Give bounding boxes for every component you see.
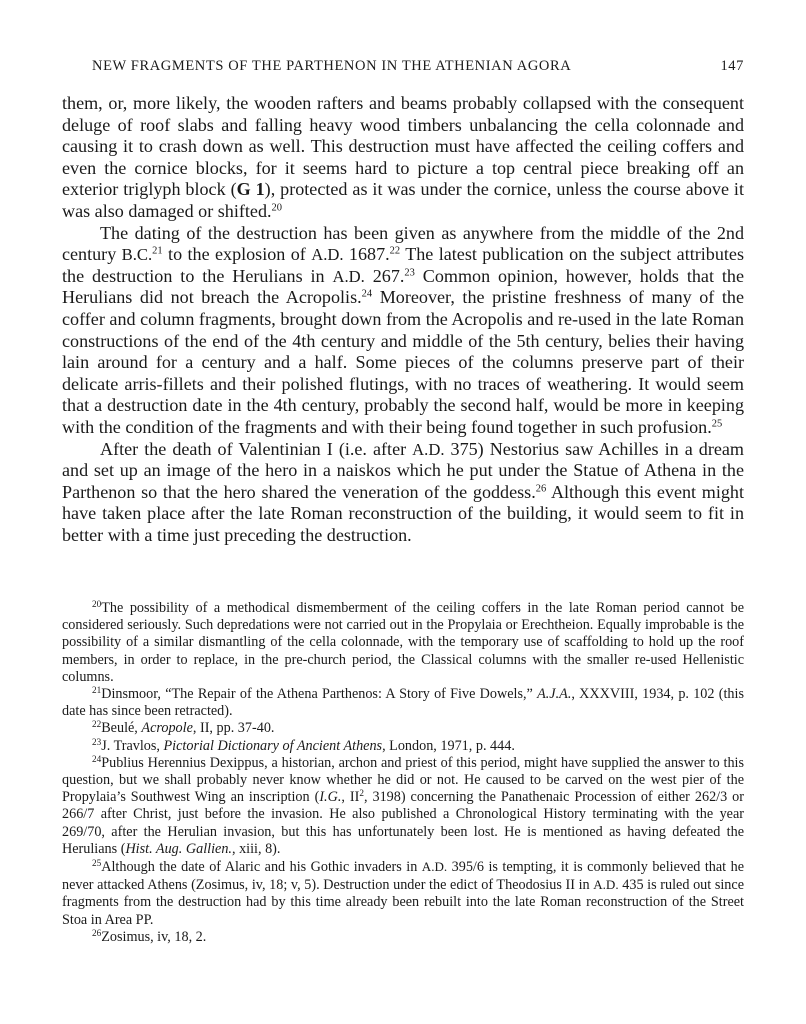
text-run: 1687.: [343, 244, 390, 265]
footnote-number: 26: [92, 927, 102, 938]
footnote-text: , XXXVIII, 1934, p. 102 (this date has since been retracted).: [62, 686, 744, 720]
footnote-number: 24: [92, 753, 102, 764]
running-title: NEW FRAGMENTS OF THE PARTHENON IN THE ATHENIAN AGORA: [92, 58, 572, 74]
footnote-ref: 21: [152, 245, 163, 257]
paragraph-1: [62, 93, 744, 223]
page-number: 147: [720, 58, 744, 74]
footnote-number: 22: [92, 719, 102, 730]
footnote-text: , 3198) concerning the Panathenaic Procession of either 262/3 or 266/7 after Christ, just before the invasion. He also published a Chronological History terminating with the year 269/70, after the Herulian invasion, but this has unfortunately been lost. He is mentioned as having defeated the Herulians (: [62, 789, 744, 857]
text-run: 375) Nestorius saw Achilles in a dream and set up an image of the hero in a naiskos which he put under the Statue of Athena in the Parthenon so that the hero shared the veneration of the goddess.: [62, 438, 745, 502]
footnote-ref: 23: [404, 267, 415, 279]
footnote-21: [62, 686, 744, 720]
main-text: [62, 93, 744, 546]
text-run: Moreover, the pristine freshness of many of the coffer and column fragments, brought down from the Acropolis and re-used in the late Roman constructions of the end of the 4th century and middle of the 5th century, belies their having lain around for a century and a half. Some pieces of the columns preserve part of their delicate arris-fillets and their polished flutings, with no traces of weathering. It would seem that a destruction date in the 4th century, probably the second half, would be more in keeping with the condition of the fragments and with their being found together in such profusion.: [62, 287, 745, 437]
era-abbrev: A.D.: [412, 439, 445, 459]
footnote-text: , London, 1971, p. 444.: [382, 737, 515, 754]
footnote-text: 395/6 is tempting, it is commonly believed that he never attacked Athens (Zosimus, iv, 18; v, 5). Destruction under the edict of Theodosius II in: [62, 859, 744, 894]
era-abbrev: A.D.: [421, 859, 448, 875]
inscription-ref: I.G.: [319, 789, 342, 806]
footnote-26: [62, 929, 744, 946]
text-run: them, or, more likely, the wooden rafters and beams probably collapsed with the consequent deluge of roof slabs and falling heavy wood timbers unbalancing the cella colonnade and causing it to crash down as well. This destruction must have affected the ceiling coffers and even the cornice blocks, for it seems hard to picture a top central piece breaking off an exterior triglyph block (: [62, 93, 744, 200]
text-run: 267.: [364, 265, 405, 286]
footnote-text: Dinsmoor, “The Repair of the Athena Parthenos: A Story of Five Dowels,”: [101, 686, 538, 703]
footnote-text: Although the date of Alaric and his Gothic invaders in: [101, 859, 422, 876]
footnote-24: [62, 755, 744, 858]
footnote-text: , II, pp. 37-40.: [192, 720, 275, 737]
book-title: Pictorial Dictionary of Ancient Athens: [163, 737, 383, 754]
text-run: The dating of the destruction has been given as anywhere from the middle of the 2nd century: [62, 222, 744, 265]
footnotes: [62, 600, 744, 946]
block-label: G 1: [236, 179, 265, 200]
footnote-22: [62, 720, 744, 737]
running-header: [92, 58, 744, 75]
era-abbrev: A.D.: [593, 877, 619, 893]
footnote-text: 435 is ruled out since fragments from the destruction had by this time already been rebuilt into the late Roman reconstruction of the Street Stoa in Area PP.: [62, 877, 744, 928]
footnote-23: [62, 738, 744, 755]
text-run: Common opinion, however, holds that the Herulians did not breach the Acropolis.: [62, 265, 744, 308]
text-run: Although this event might have taken place after the late Roman reconstruction of the building, it would seem to fit in better with a time just preceding the destruction.: [62, 481, 745, 545]
footnote-text: , II: [341, 789, 360, 806]
paragraph-3: [62, 439, 744, 547]
book-title: Acropole: [141, 720, 193, 737]
footnote-ref: 26: [535, 483, 547, 495]
footnote-25: [62, 858, 744, 929]
footnote-number: 25: [92, 857, 102, 868]
footnote-ref: 24: [361, 288, 373, 300]
paragraph-2: [62, 223, 744, 439]
footnote-number: 21: [92, 684, 102, 695]
era-abbrev: A.D.: [311, 245, 344, 265]
footnote-text: J. Travlos,: [101, 737, 164, 754]
text-run: to the explosion of: [162, 244, 312, 265]
text-run: After the death of Valentinian I (i.e. after: [100, 438, 413, 459]
text-run: The latest publication on the subject attributes the destruction to the Herulians in: [62, 244, 744, 286]
footnote-text: Zosimus, iv, 18, 2.: [101, 928, 207, 945]
footnote-ref: 22: [389, 245, 401, 257]
footnote-number: 23: [92, 736, 102, 747]
footnote-ref: 25: [711, 418, 723, 430]
edition-superscript: 2: [359, 788, 364, 799]
era-abbrev: B.C.: [121, 245, 153, 265]
text-run: ), protected as it was under the cornice, unless the course above it was also damaged or shifted.: [62, 179, 744, 221]
footnote-text: The possibility of a methodical dismemberment of the ceiling coffers in the late Roman period cannot be considered seriously. Such depredations were not carried out in the Propylaia or Erechtheion. Equally improbable is the possibility of a similar dismantling of the cella colonnade, with the temporary use of scaffolding to hold up the roof members, in order to replace, in the pre-church period, the Classical columns with the smaller re-used Hellenistic columns.: [62, 600, 744, 685]
journal-title: A.J.A.: [537, 686, 572, 703]
footnote-ref: 20: [271, 202, 283, 214]
source-title: Hist. Aug. Gallien.: [125, 840, 232, 857]
footnote-20: [62, 600, 744, 686]
footnote-number: 20: [92, 598, 102, 609]
footnote-text: Beulé,: [101, 720, 142, 737]
footnote-text: , xiii, 8).: [231, 840, 281, 857]
footnote-text: Publius Herennius Dexippus, a historian, archon and priest of this period, might have supplied the answer to this question, but we shall probably never know whether he did or not. He caused to be carved on the west pier of the Propylaia’s Southwest Wing an inscription (: [62, 754, 744, 806]
era-abbrev: A.D.: [332, 266, 365, 286]
